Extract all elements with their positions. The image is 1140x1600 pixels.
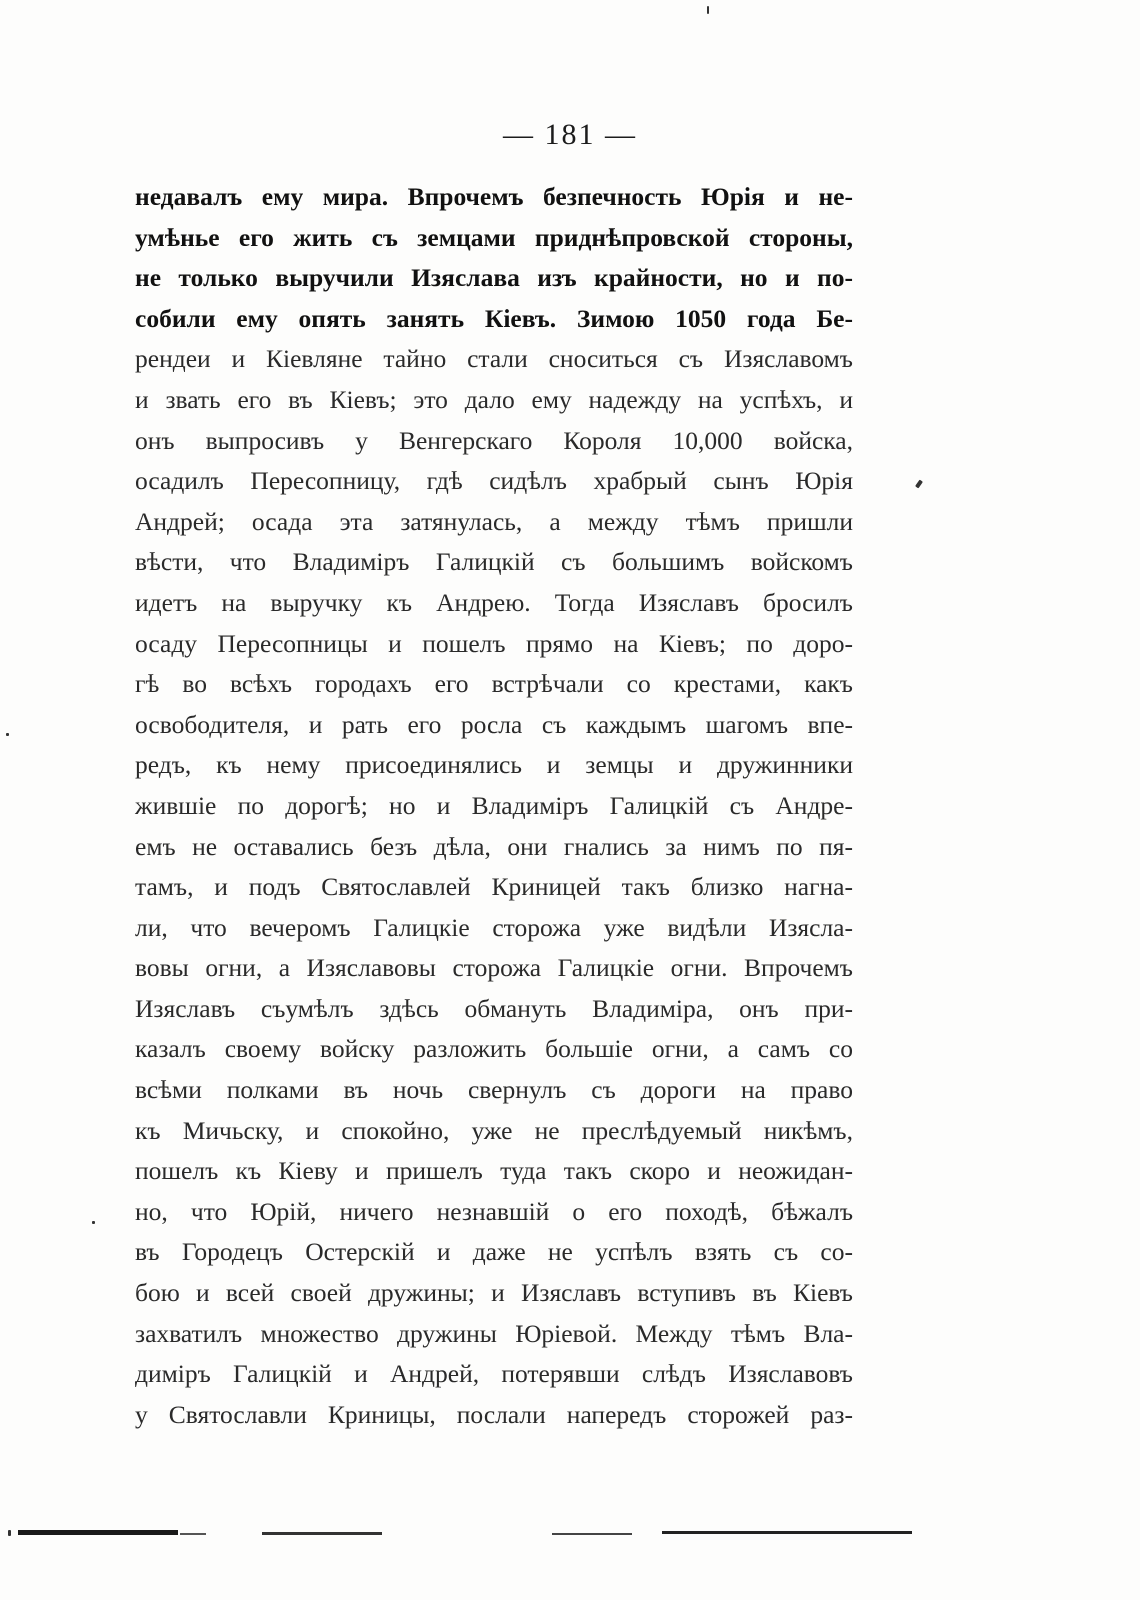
text-line: пошелъ къ Кіеву и пришелъ туда такъ скоро и неожидан- [135, 1156, 853, 1186]
text-line: всѣми полками въ ночь свернулъ съ дороги на право [135, 1075, 853, 1105]
body-text [135, 177, 853, 1435]
text-line: осаду Пересопницы и пошелъ прямо на Кіевъ; по доро- [135, 628, 853, 658]
text-line: тамъ, и подъ Святославлей Криницей такъ близко нагна- [135, 872, 853, 902]
text-line: бою и всей своей дружины; и Изяславъ вступивъ въ Кіевъ [135, 1278, 853, 1308]
text-line: жившіе по дорогѣ; но и Владиміръ Галицкій съ Андре- [135, 790, 853, 820]
scan-edge-noise [262, 1532, 382, 1535]
text-line: и звать его въ Кіевъ; это дало ему надежду на успѣхъ, и [135, 384, 853, 414]
text-line: рендеи и Кіевляне тайно стали сноситься съ Изяславомъ [135, 344, 853, 374]
text-line: редъ, къ нему присоединялись и земцы и дружинники [135, 750, 853, 780]
text-line: Изяславъ съумѣлъ здѣсь обмануть Владиміра, онъ при- [135, 993, 853, 1023]
scan-edge-noise [662, 1531, 912, 1534]
text-line: но, что Юрій, ничего незнавшій о его походѣ, бѣжалъ [135, 1196, 853, 1226]
text-line: онъ выпросивъ у Венгерскаго Короля 10,000 войска, [135, 425, 853, 455]
text-line: въ Городецъ Остерскій и даже не успѣлъ взять съ со- [135, 1237, 853, 1267]
scan-speck [6, 733, 9, 736]
text-line: не только выручили Изяслава изъ крайности, но и по- [135, 263, 853, 293]
scan-edge-noise [552, 1533, 632, 1535]
text-line: у Святославли Криницы, послали напередъ сторожей раз- [135, 1399, 853, 1429]
scan-speck [915, 480, 923, 489]
text-line: ли, что вечеромъ Галицкіе сторожа уже видѣли Изясла- [135, 912, 853, 942]
text-line: емъ не оставались безъ дѣла, они гнались за нимъ по пя- [135, 831, 853, 861]
text-line: вѣсти, что Владиміръ Галицкій съ большимъ войскомъ [135, 547, 853, 577]
scan-edge-noise [18, 1530, 178, 1535]
text-line: Андрей; осада эта затянулась, а между тѣмъ пришли [135, 506, 853, 536]
text-line: собили ему опять занять Кіевъ. Зимою 1050 года Бе- [135, 303, 853, 333]
scan-edge-noise [180, 1533, 206, 1535]
text-line: умѣнье его жить съ земцами приднѣпровской стороны, [135, 222, 853, 252]
text-line: недавалъ ему мира. Впрочемъ безпечность Юрія и не- [135, 182, 853, 211]
text-line: казалъ своему войску разложить большіе огни, а самъ со [135, 1034, 853, 1064]
text-line: захватилъ множество дружины Юріевой. Между тѣмъ Вла- [135, 1318, 853, 1348]
page-number: — 181 — [503, 118, 637, 151]
scan-speck [92, 1221, 95, 1224]
text-line: диміръ Галицкій и Андрей, потерявши слѣдъ Изяславовъ [135, 1359, 853, 1389]
text-line: къ Мичьску, и спокойно, уже не преслѣдуемый никѣмъ, [135, 1115, 853, 1145]
text-line: вовы огни, а Изяславовы сторожа Галицкіе огни. Впрочемъ [135, 953, 853, 983]
text-line: осадилъ Пересопницу, гдѣ сидѣлъ храбрый сынъ Юрія [135, 466, 853, 496]
scan-speck [707, 6, 709, 14]
scan-speck [8, 1530, 11, 1536]
text-line: освободителя, и рать его росла съ каждымъ шагомъ впе- [135, 709, 853, 739]
text-line: идетъ на выручку къ Андрею. Тогда Изяславъ бросилъ [135, 587, 853, 617]
text-line: гѣ во всѣхъ городахъ его встрѣчали со крестами, какъ [135, 669, 853, 699]
